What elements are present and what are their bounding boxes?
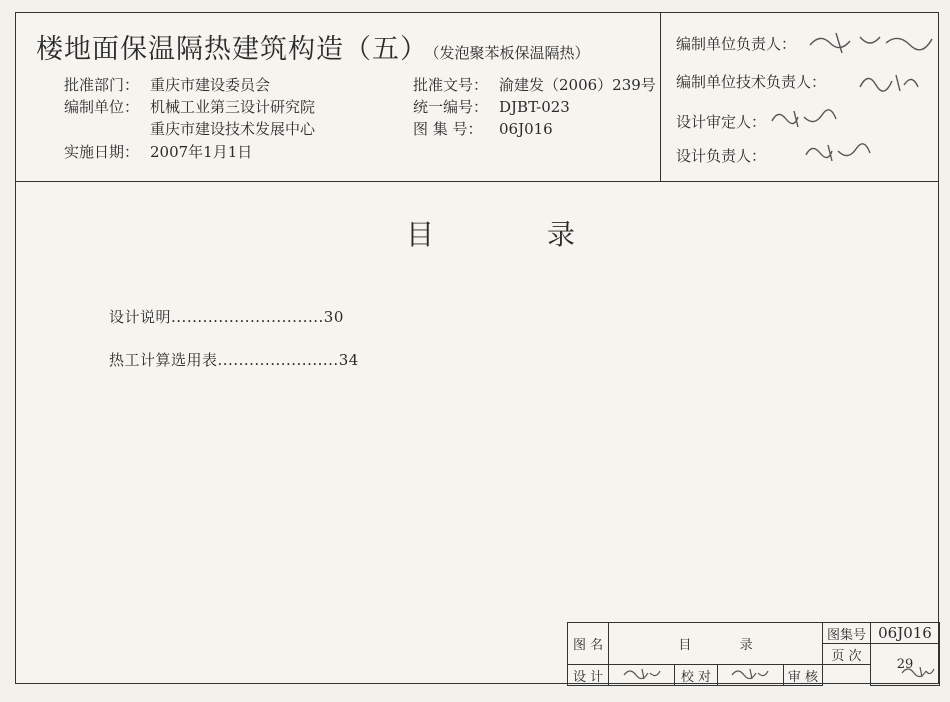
approval-dept-row [64,75,270,95]
toc-entry-label: 设计说明 [109,308,172,326]
effective-date-row [64,142,252,162]
toc-leader: ............................. [171,308,324,326]
compiler-value-1: 机械工业第三设计研究院 [150,98,316,116]
approval-no-row [413,75,656,95]
drawing-sheet [15,12,939,684]
title-subtitle: （发泡聚苯板保温隔热） [432,44,590,62]
header-vertical-divider [660,13,661,181]
toc-leader: ....................... [217,351,339,369]
drawing-name-char-2: 录 [739,638,753,653]
toc-entry-thermal-table[interactable] [109,349,359,370]
reviewer-signature [768,105,838,131]
check-signature [717,665,783,686]
atlas-value: 06J016 [870,623,939,644]
toc-title [406,213,576,253]
tech-head-signature [856,67,920,97]
atlas-no-value: 06J016 [499,120,553,138]
effective-date-label: 实施日期： [64,143,140,161]
toc-entry-label: 热工计算选用表 [109,351,218,369]
page-label: 页 次 [822,644,870,665]
approval-no-value: 渝建发（2006）239号 [499,76,656,94]
tech-head-label: 编制单位技术负责人： [676,73,827,91]
designer-head-label: 设计负责人： [676,147,767,165]
title-text: 楼地面保温隔热建筑构造（五） [36,34,428,65]
unified-no-value: DJBT-023 [499,98,570,116]
compiler-row [64,97,315,117]
reviewer-label: 设计审定人： [676,113,767,131]
review-signature [900,663,936,681]
atlas-label: 图集号 [822,623,870,644]
title-block [567,622,940,686]
toc-entry-page: 30 [323,308,344,326]
approval-dept-value: 重庆市建设委员会 [150,76,271,94]
check-signature-mark [730,665,770,681]
toc-title-char-2: 录 [546,218,576,251]
atlas-no-label: 图 集 号： [413,120,483,138]
check-label: 校 对 [675,665,717,686]
effective-date-value: 2007年1月1日 [150,143,253,161]
header-divider [16,181,938,182]
unified-no-label: 统一编号： [413,98,489,116]
unit-head-signature [806,27,936,57]
drawing-name-char-1: 目 [678,638,692,653]
compiler-label: 编制单位： [64,98,140,116]
design-signature-mark [622,665,662,681]
approval-no-label: 批准文号： [413,76,489,94]
toc-title-char-1: 目 [406,218,436,251]
compiler-row-2 [150,119,315,139]
atlas-no-row [413,119,553,139]
design-label: 设 计 [568,665,609,686]
unified-no-row [413,97,570,117]
document-title [36,27,590,66]
review-label: 审 核 [783,665,822,686]
approval-dept-label: 批准部门： [64,76,140,94]
drawing-name-value [609,623,823,665]
unit-head-label: 编制单位负责人： [676,35,797,53]
toc-entry-design-notes[interactable] [109,306,344,327]
drawing-name-label: 图 名 [568,623,609,665]
toc-entry-page: 34 [338,351,359,369]
designer-head-signature [802,139,872,165]
compiler-value-2: 重庆市建设技术发展中心 [150,120,316,138]
design-signature [609,665,675,686]
page-value: 29 [870,644,939,686]
